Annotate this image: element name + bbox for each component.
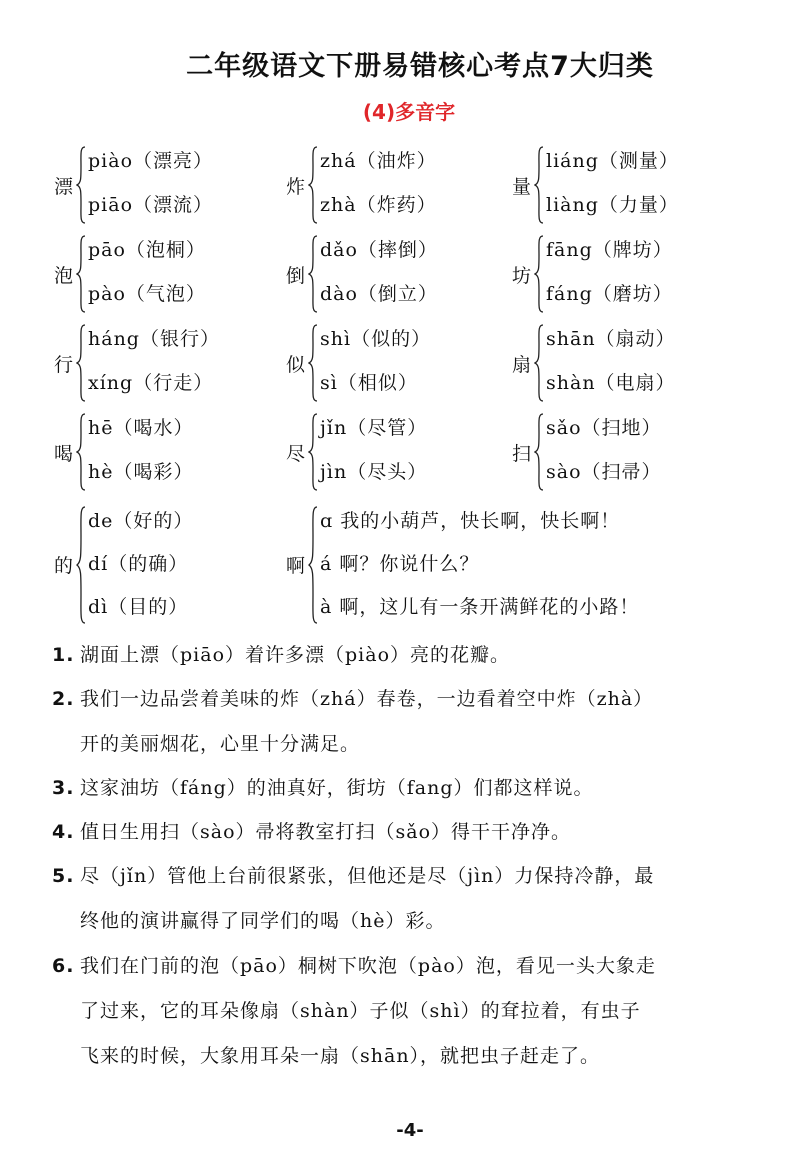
- reading-line: sǎo（扫地）: [546, 417, 662, 439]
- reading-line: dǎo（摔倒）: [320, 239, 438, 261]
- polyphone-group: [54, 407, 274, 497]
- brace-icon: [308, 235, 318, 313]
- group-char: 尽: [286, 442, 306, 465]
- polyphone-group: [286, 140, 506, 230]
- sentence-line: 了过来，它的耳朵像扇（shàn）子似（shì）的耷拉着，有虫子: [80, 1000, 641, 1022]
- polyphone-group: [286, 407, 506, 497]
- group-char: 喝: [54, 442, 74, 465]
- sentence-line: 尽（jǐn）管他上台前很紧张，但他还是尽（jìn）力保持冷静，最: [80, 865, 655, 887]
- sentence-line: 这家油坊（fáng）的油真好，街坊（fang）们都这样说。: [80, 777, 594, 799]
- sentence-number: 2.: [52, 688, 75, 710]
- reading-line: zhà（炸药）: [320, 194, 437, 216]
- sentence-line: 我们在门前的泡（pāo）桐树下吹泡（pào）泡，看见一头大象走: [80, 955, 656, 977]
- reading-line: xíng（行走）: [88, 372, 214, 394]
- sentence-number: 5.: [52, 865, 75, 887]
- sentence-line: 湖面上漂（piāo）着许多漂（piào）亮的花瓣。: [80, 644, 511, 666]
- reading-line: shàn（电扇）: [546, 372, 676, 394]
- polyphone-group: [286, 318, 506, 408]
- page-title: 二年级语文下册易错核心考点7大归类: [186, 51, 654, 82]
- reading-line: piāo（漂流）: [88, 194, 214, 216]
- polyphone-group: [512, 229, 752, 319]
- reading-line: pào（气泡）: [88, 283, 206, 305]
- group-char: 扇: [512, 353, 532, 376]
- brace-icon: [534, 235, 544, 313]
- reading-line: pāo（泡桐）: [88, 239, 206, 261]
- brace-icon: [76, 235, 86, 313]
- reading-line: dí（的确）: [88, 553, 189, 575]
- brace-icon: [76, 146, 86, 224]
- reading-line: jìn（尽头）: [320, 461, 428, 483]
- brace-icon: [308, 324, 318, 402]
- brace-icon: [76, 413, 86, 491]
- reading-line: fáng（磨坊）: [546, 283, 673, 305]
- brace-icon: [308, 506, 318, 624]
- reading-line: dì（目的）: [88, 596, 189, 618]
- reading-line: ɑ 我的小葫芦，快长啊，快长啊！: [320, 510, 621, 532]
- reading-line: dào（倒立）: [320, 283, 438, 305]
- brace-icon: [534, 146, 544, 224]
- group-char: 倒: [286, 264, 306, 287]
- reading-line: sì（相似）: [320, 372, 418, 394]
- brace-icon: [534, 324, 544, 402]
- brace-icon: [308, 146, 318, 224]
- brace-icon: [76, 506, 86, 624]
- polyphone-group-triple: [286, 502, 766, 626]
- reading-line: fāng（牌坊）: [546, 239, 673, 261]
- reading-line: shì（似的）: [320, 328, 432, 350]
- group-char: 的: [54, 554, 74, 577]
- brace-icon: [76, 324, 86, 402]
- sentence-number: 3.: [52, 777, 75, 799]
- polyphone-group: [54, 229, 274, 319]
- reading-line: shān（扇动）: [546, 328, 676, 350]
- reading-line: liàng（力量）: [546, 194, 679, 216]
- sentence-line: 终他的演讲赢得了同学们的喝（hè）彩。: [80, 910, 446, 932]
- polyphone-group: [54, 318, 274, 408]
- polyphone-group: [512, 318, 752, 408]
- brace-icon: [534, 413, 544, 491]
- sentence-line: 开的美丽烟花，心里十分满足。: [80, 733, 361, 755]
- polyphone-group: [512, 140, 752, 230]
- reading-line: zhá（油炸）: [320, 150, 437, 172]
- brace-icon: [308, 413, 318, 491]
- group-char: 似: [286, 353, 306, 376]
- reading-line: de（好的）: [88, 510, 194, 532]
- group-char: 泡: [54, 264, 74, 287]
- reading-line: hē（喝水）: [88, 417, 194, 439]
- sentence-line: 飞来的时候，大象用耳朵一扇（shān），就把虫子赶走了。: [80, 1045, 601, 1067]
- sentence-number: 1.: [52, 644, 75, 666]
- group-char: 坊: [512, 264, 532, 287]
- polyphone-group: [512, 407, 752, 497]
- group-char: 量: [512, 175, 532, 198]
- group-char: 扫: [512, 442, 532, 465]
- polyphone-group-triple: [54, 502, 274, 626]
- reading-line: piào（漂亮）: [88, 150, 214, 172]
- sentence-line: 值日生用扫（sào）帚将教室打扫（sǎo）得干干净净。: [80, 821, 572, 843]
- group-char: 行: [54, 353, 74, 376]
- polyphone-group: [286, 229, 506, 319]
- reading-line: háng（银行）: [88, 328, 220, 350]
- sentence-number: 6.: [52, 955, 75, 977]
- group-char: 炸: [286, 175, 306, 198]
- page-number: -4-: [396, 1120, 424, 1141]
- sentence-line: 我们一边品尝着美味的炸（zhá）春卷，一边看着空中炸（zhà）: [80, 688, 654, 710]
- section-subtitle: (4)多音字: [362, 100, 456, 124]
- group-char: 漂: [54, 175, 74, 198]
- reading-line: sào（扫帚）: [546, 461, 662, 483]
- group-char: 啊: [286, 554, 306, 577]
- sentence-number: 4.: [52, 821, 75, 843]
- polyphone-group: [54, 140, 274, 230]
- reading-line: liáng（测量）: [546, 150, 679, 172]
- reading-line: hè（喝彩）: [88, 461, 194, 483]
- reading-line: á 啊？你说什么？: [320, 553, 480, 575]
- reading-line: jǐn（尽管）: [320, 417, 428, 439]
- reading-line: à 啊，这儿有一条开满鲜花的小路！: [320, 596, 640, 618]
